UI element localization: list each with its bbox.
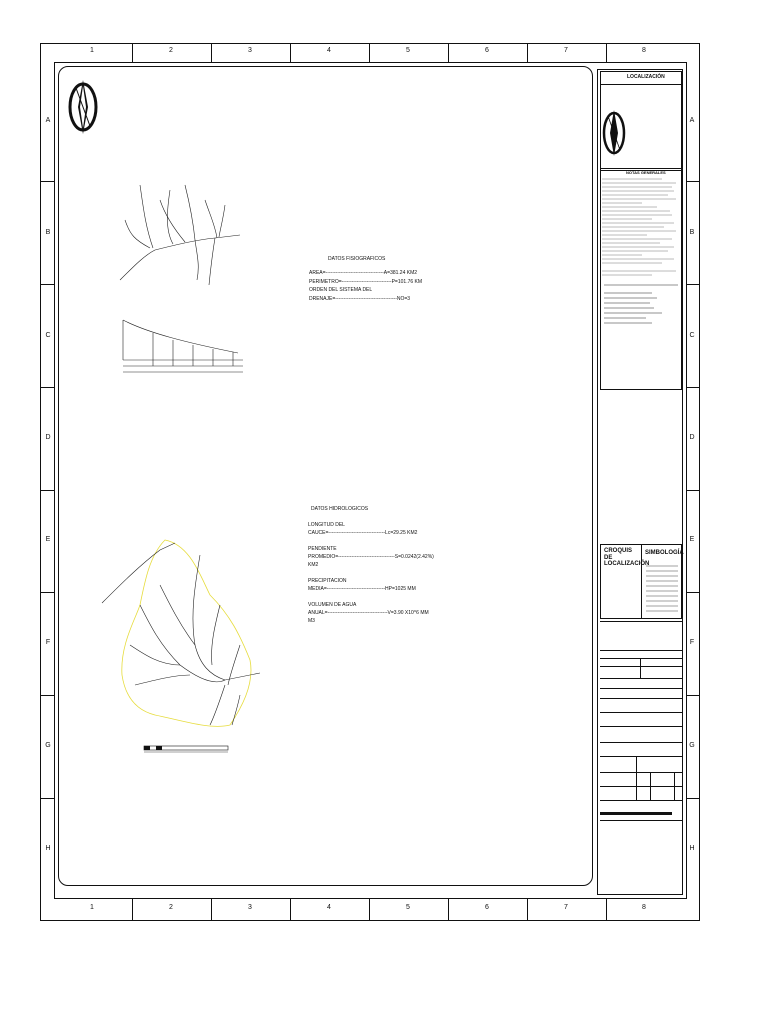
grid-row-label: H: [689, 845, 695, 852]
grid-column-label: 8: [642, 47, 646, 54]
title-block-row-rule: [600, 658, 682, 659]
croquis-title: CROQUIS DE LOCALIZACIÓN: [604, 548, 650, 568]
grid-column-label: 1: [90, 47, 94, 54]
grid-row-label: D: [689, 434, 695, 441]
grid-row-label: A: [45, 117, 51, 124]
grid-tick: [290, 899, 291, 921]
grid-tick: [687, 695, 700, 696]
grid-row-label: F: [45, 639, 51, 646]
grid-column-label: 7: [564, 47, 568, 54]
grid-tick: [211, 899, 212, 921]
fisiograficos-title: DATOS FISIOGRAFICOS: [328, 256, 386, 262]
notas-title: NOTAS GENERALES: [626, 170, 666, 175]
hidrologicos-line: M3: [308, 618, 315, 624]
title-block-row-rule: [600, 786, 682, 787]
grid-column-label: 6: [485, 47, 489, 54]
grid-row-label: E: [45, 536, 51, 543]
hidrologicos-line: MEDIA=-----------------------------------HP=1025 MM: [308, 586, 416, 592]
north-arrow-icon: [66, 78, 100, 136]
grid-column-label: 3: [248, 904, 252, 911]
fisiograficos-line: ORDEN DEL SISTEMA DEL: [309, 287, 373, 293]
grid-tick: [369, 43, 370, 62]
grid-row-label: E: [689, 536, 695, 543]
grid-tick: [40, 181, 54, 182]
simbologia-title: SIMBOLOGÍA: [645, 550, 684, 556]
scale-bar: [143, 744, 229, 756]
grid-tick: [606, 899, 607, 921]
fisiograficos-line: DRENAJE=-------------------------------------NO=3: [309, 295, 411, 302]
grid-tick: [290, 43, 291, 62]
fisiograficos-line: AREA=-----------------------------------A=381.24 KM2: [309, 270, 418, 276]
localizacion-rule: [600, 84, 682, 85]
hidrologicos-line: PRECIPITACION: [308, 578, 347, 584]
hidrologicos-title: DATOS HIDROLOGICOS: [311, 506, 369, 512]
title-block-row-rule: [600, 678, 682, 679]
grid-tick: [40, 798, 54, 799]
title-block-row-rule: [600, 742, 682, 743]
grid-tick: [40, 695, 54, 696]
grid-column-label: 2: [169, 47, 173, 54]
grid-tick: [687, 284, 700, 285]
grid-tick: [448, 43, 449, 62]
grid-tick: [606, 43, 607, 62]
hidrologicos-line: LONGITUD DEL: [308, 522, 345, 528]
title-block-col-rule: [674, 772, 675, 800]
title-block-col-rule: [636, 756, 637, 800]
grid-column-label: 8: [642, 904, 646, 911]
grid-column-label: 4: [327, 904, 331, 911]
grid-column-label: 5: [406, 904, 410, 911]
title-block-row-rule: [600, 756, 682, 757]
grid-tick: [40, 490, 54, 491]
grid-tick: [132, 43, 133, 62]
title-block-row-rule: [600, 800, 682, 801]
grid-tick: [369, 899, 370, 921]
title-block-row-rule: [600, 698, 682, 699]
grid-tick: [132, 899, 133, 921]
title-block-bar: [600, 812, 672, 815]
croquis-divider: [641, 544, 642, 619]
grid-row-label: D: [45, 434, 51, 441]
grid-column-label: 1: [90, 904, 94, 911]
north-arrow-small-icon: [600, 108, 628, 158]
title-block-row-rule: [600, 726, 682, 727]
title-block-row-rule: [600, 688, 682, 689]
simbologia-legend: [644, 562, 680, 614]
hidrologicos-line: PENDIENTE: [308, 546, 337, 552]
title-block-row-rule: [600, 772, 682, 773]
grid-tick: [527, 43, 528, 62]
grid-tick: [687, 181, 700, 182]
localizacion-title: LOCALIZACIÓN: [627, 74, 665, 80]
grid-row-label: G: [689, 742, 695, 749]
grid-tick: [527, 899, 528, 921]
hidrologicos-line: PROMEDIO=----------------------------------S=0.0242(2.42%): [308, 554, 434, 560]
grid-column-label: 4: [327, 47, 331, 54]
grid-tick: [40, 284, 54, 285]
longitudinal-profile: [118, 318, 248, 380]
grid-column-label: 6: [485, 904, 489, 911]
title-block-row-rule: [600, 650, 682, 651]
grid-column-label: 3: [248, 47, 252, 54]
grid-tick: [40, 592, 54, 593]
grid-row-label: G: [45, 742, 51, 749]
hidrologicos-line: KM2: [308, 562, 319, 568]
grid-tick: [687, 798, 700, 799]
grid-tick: [687, 592, 700, 593]
grid-row-label: F: [689, 639, 695, 646]
notas-text-lines: [602, 176, 680, 336]
grid-column-label: 2: [169, 904, 173, 911]
grid-column-label: 5: [406, 47, 410, 54]
grid-row-label: C: [45, 332, 51, 339]
grid-row-label: C: [689, 332, 695, 339]
title-block-col-rule: [640, 658, 641, 678]
grid-tick: [687, 490, 700, 491]
grid-row-label: B: [45, 229, 51, 236]
title-block-col-rule: [650, 772, 651, 800]
grid-row-label: B: [689, 229, 695, 236]
grid-tick: [687, 387, 700, 388]
watershed-map: [100, 525, 280, 730]
grid-column-label: 7: [564, 904, 568, 911]
grid-tick: [40, 387, 54, 388]
fisiograficos-line: PERIMETRO=------------------------------P=101.76 KM: [309, 278, 423, 285]
title-block-row-rule: [600, 666, 682, 667]
hidrologicos-line: VOLUMEN DE AGUA: [308, 602, 357, 608]
title-block-row-rule: [600, 712, 682, 713]
grid-tick: [448, 899, 449, 921]
hidrologicos-line: CAUCE=----------------------------------Lc=29.25 KM2: [308, 530, 418, 536]
grid-tick: [211, 43, 212, 62]
drainage-network-top: [115, 180, 245, 290]
grid-row-label: H: [45, 845, 51, 852]
title-block-row-rule: [600, 820, 682, 821]
title-block-row-rule: [600, 621, 682, 622]
hidrologicos-line: ANUAL=------------------------------------V=3.90 X10^6 MM: [308, 610, 429, 616]
grid-row-label: A: [689, 117, 695, 124]
